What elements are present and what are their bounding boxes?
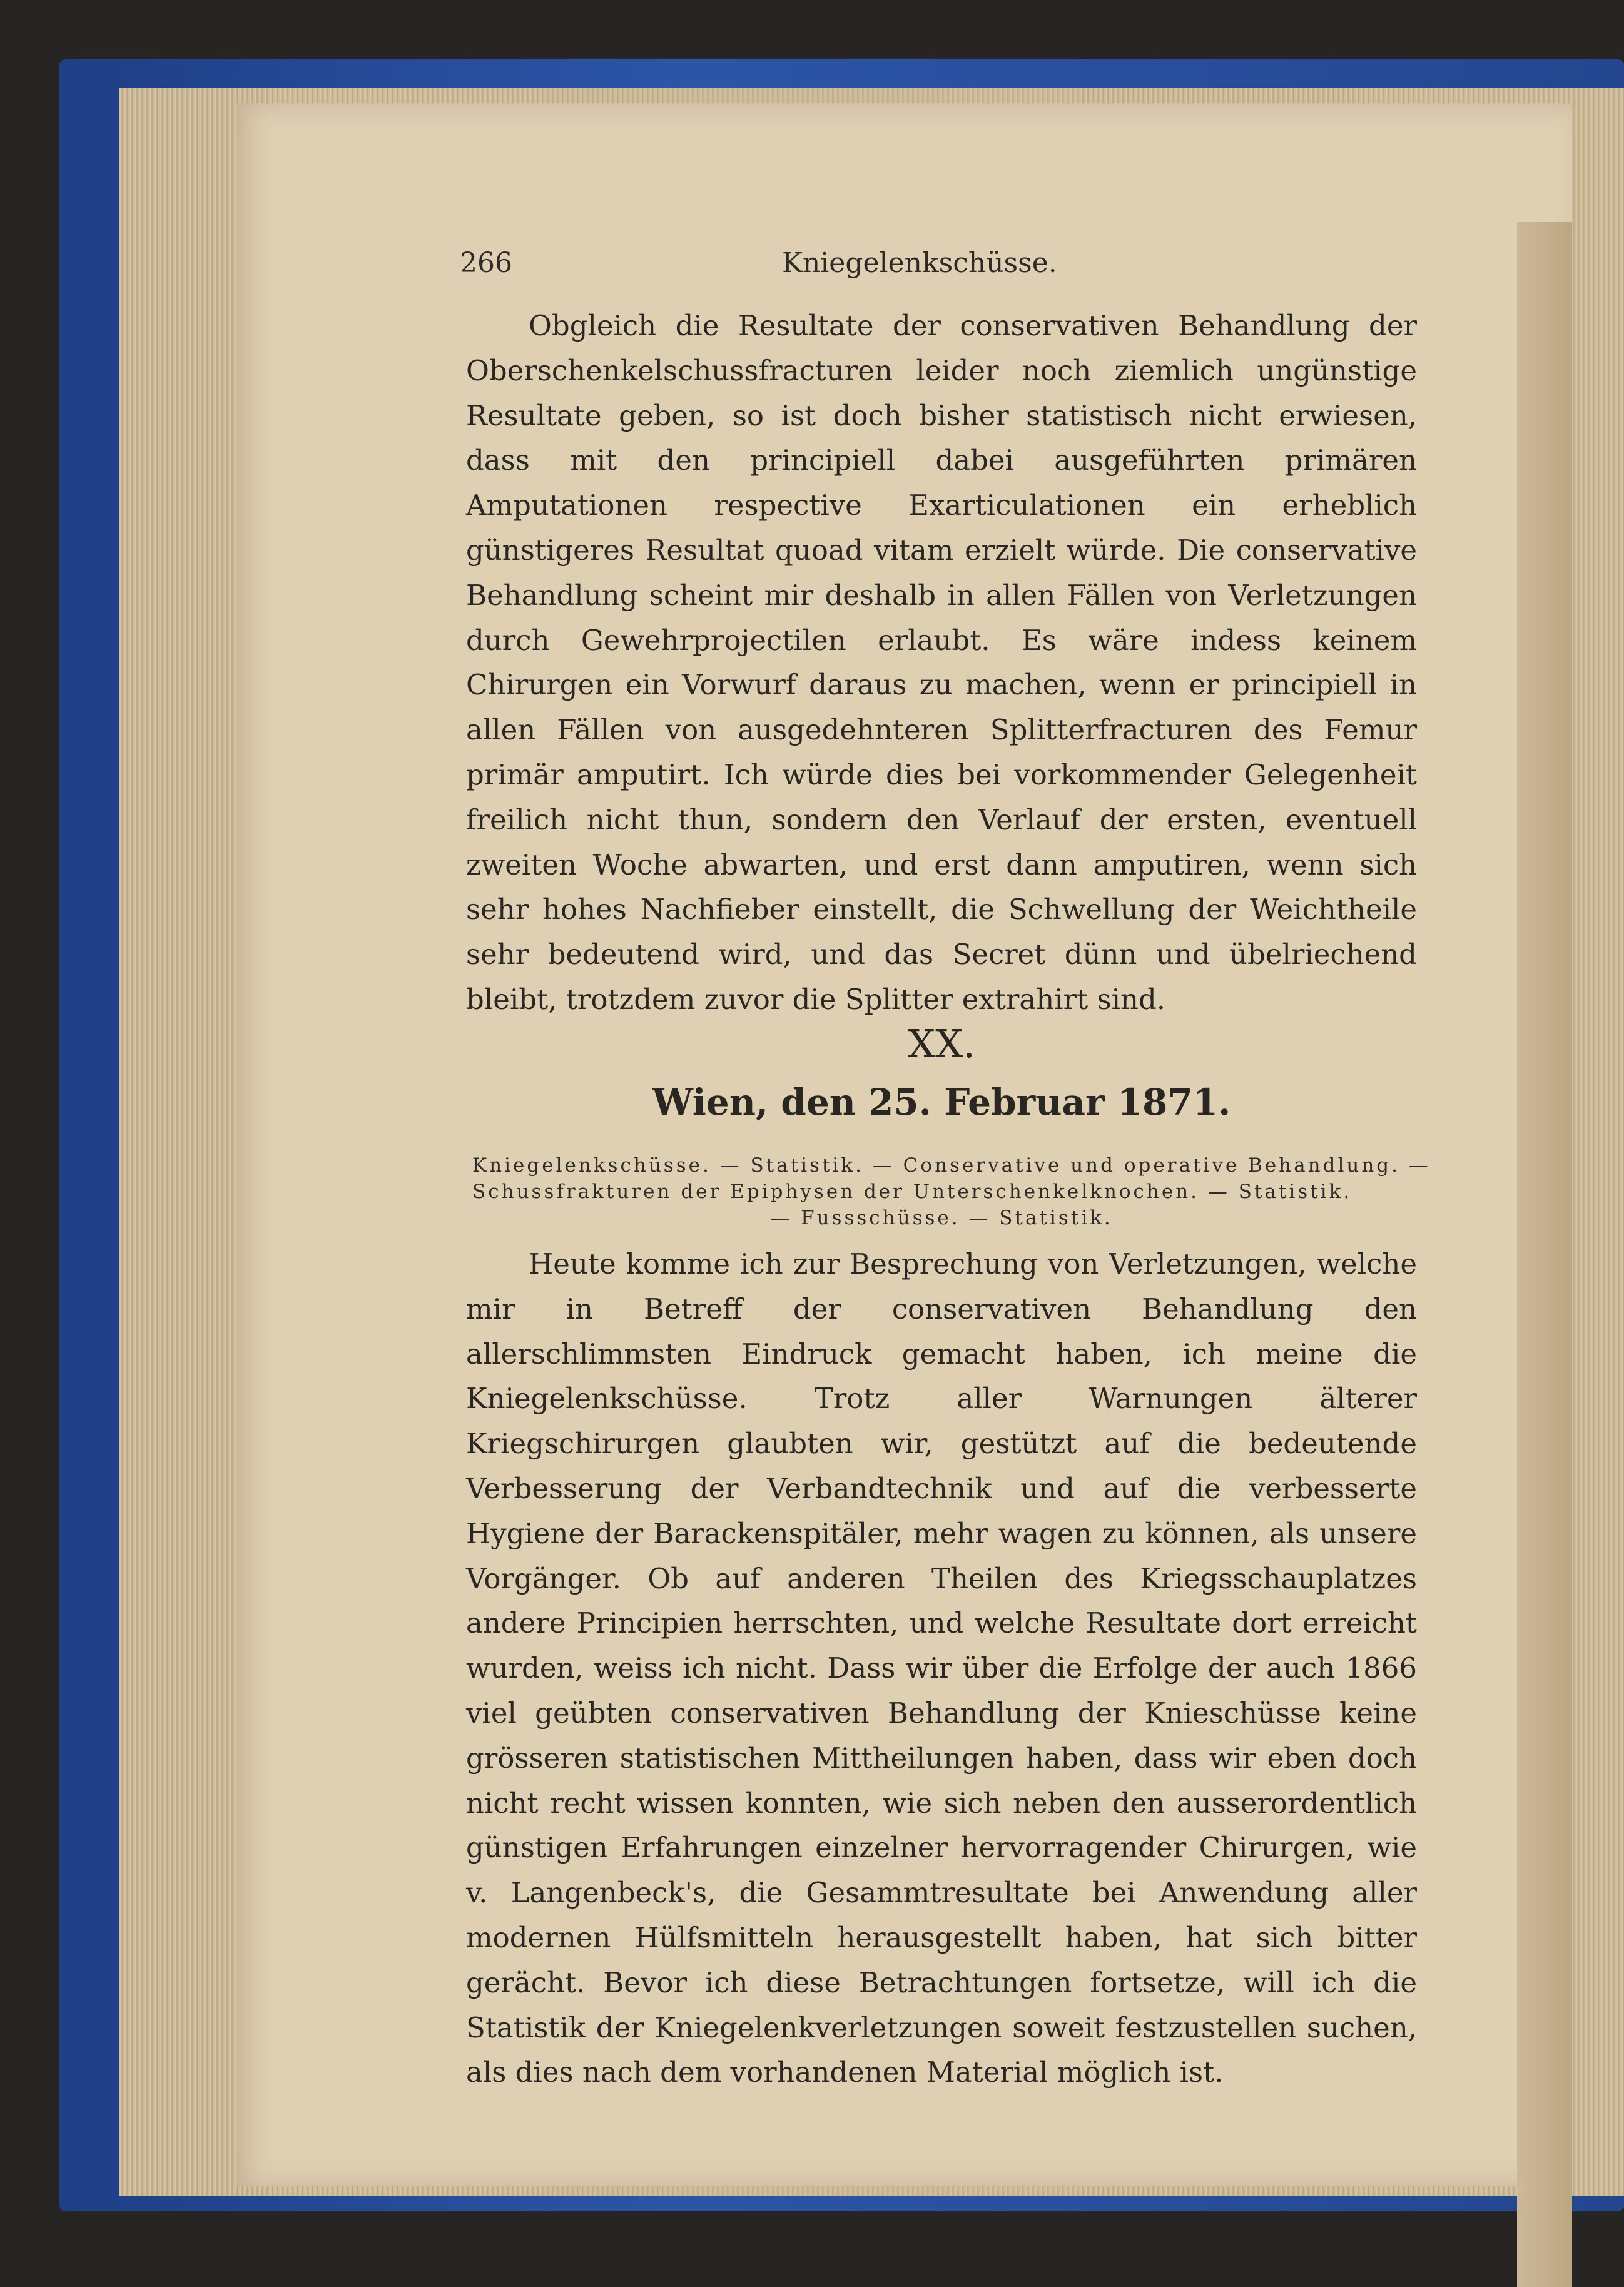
chapter-title: Wien, den 25. Februar 1871. <box>652 1081 1231 1123</box>
chapter-summary <box>472 1152 1431 1231</box>
chapter-number: XX. <box>908 1021 975 1067</box>
running-head: Kniegelenkschüsse. <box>782 247 1057 279</box>
paragraph-2: Heute komme ich zur Besprechung von Verletzungen, welche mir in Betreff der conservativen Behandlung den allerschlimmsten Eindruck gemacht haben, ich meine die Kniegelenkschüsse. Trotz aller Warnungen älterer Kriegschirurgen glaubten wir, gestützt auf die bedeutende Verbesserung der Verbandtechnik und auf die verbesserte Hygiene der Barackenspitäler, mehr wagen zu können, als unsere Vorgänger. Ob auf anderen Theilen des Kriegsschauplatzes andere Principien herrschten, und welche Resultate dort erreicht wurden, weiss ich nicht. Dass wir über die Erfolge der auch 1866 viel geübten conservativen Behandlung der Knieschüsse keine grösseren statistischen Mittheilungen haben, dass wir eben doch nicht recht wissen konnten, wie sich neben den ausserordentlich günstigen Erfahrungen einzelner hervorragender Chirurgen, wie v. Langenbeck's, die Gesammtresultate bei Anwendung aller modernen Hülfsmitteln herausgestellt haben, hat sich bitter gerächt. Bevor ich diese Betrachtungen fortsetze, will ich die Statistik der Kniegelenkverletzungen soweit festzustellen suchen, als dies nach dem vorhandenen Material möglich ist. <box>466 1247 1417 2089</box>
page-header <box>460 247 1454 285</box>
paragraph-1: Obgleich die Resultate der conservativen Behandlung der Oberschenkelschussfracturen leider noch ziemlich ungünstige Resultate geben, so ist doch bisher statistisch nicht erwiesen, dass mit den principiell dabei ausgeführten primären Amputationen respective Exarticulationen ein erheblich günstigeres Resultat quoad vitam erzielt würde. Die conservative Behandlung scheint mir deshalb in allen Fällen von Verletzungen durch Gewehrprojectilen erlaubt. Es wäre indess keinem Chirurgen ein Vorwurf daraus zu machen, wenn er principiell in allen Fällen von ausgedehnteren Splitterfracturen des Femur primär amputirt. Ich würde dies bei vorkommender Gelegenheit freilich nicht thun, sondern den Verlauf der ersten, eventuell zweiten Woche abwarten, und erst dann amputiren, wenn sich sehr hohes Nachfieber einstellt, die Schwellung der Weichtheile sehr bedeutend wird, und das Secret dünn und übelriechend bleibt, trotzdem zuvor die Splitter extrahirt sind. <box>466 309 1417 1016</box>
page-number: 266 <box>460 247 512 279</box>
text-block-2 <box>466 1242 1417 2095</box>
text-block-1 <box>466 303 1417 1022</box>
summary-line: Kniegelenkschüsse. — Statistik. — Conservative und operative Behandlung. — <box>472 1154 1431 1177</box>
summary-line: Schussfrakturen der Epiphysen der Unterschenkelknochen. — Statistik. <box>472 1180 1352 1203</box>
summary-line: — Fussschüsse. — Statistik. <box>770 1207 1113 1229</box>
facing-page-edge <box>1517 222 1572 2287</box>
